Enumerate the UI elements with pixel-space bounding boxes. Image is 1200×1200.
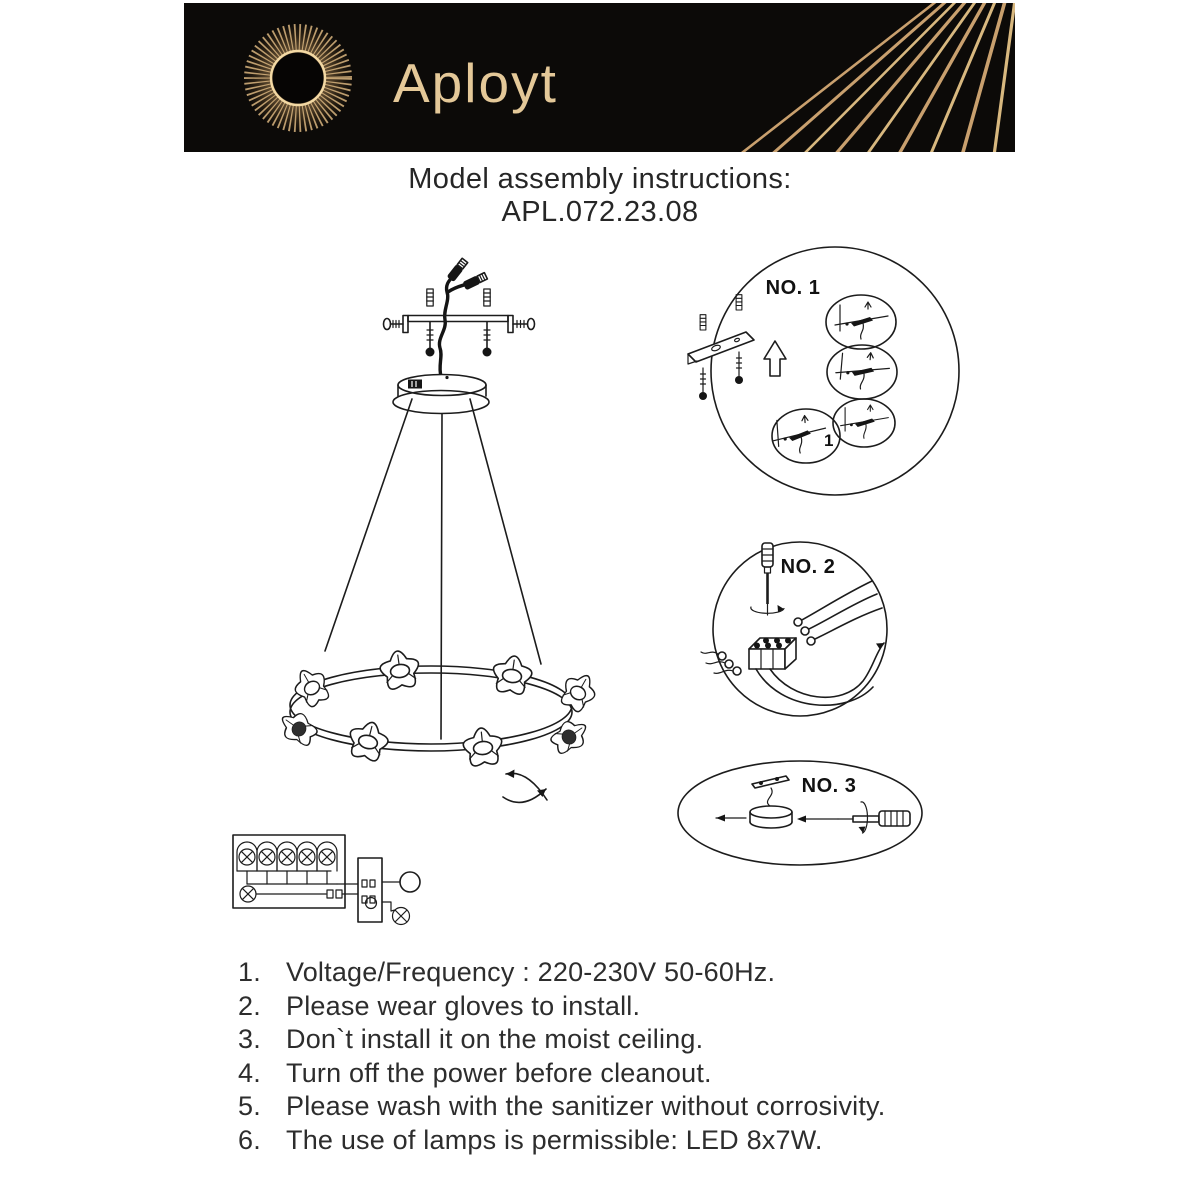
instruction-text: Don`t install it on the moist ceiling. <box>286 1024 704 1054</box>
instruction-number: 5. <box>238 1091 261 1121</box>
bracket-screw-left <box>426 322 435 357</box>
instruction-number: 6. <box>238 1124 261 1155</box>
instruction-text: Voltage/Frequency : 220-230V 50-60Hz. <box>286 957 776 987</box>
wiring-diagram <box>233 835 420 925</box>
instruction-item <box>238 1124 885 1158</box>
wiring-lamp-single <box>240 886 256 902</box>
detail-circle-2 <box>701 542 887 716</box>
assembly-diagram <box>180 240 1020 940</box>
page-title: Model assembly instructions: <box>408 163 792 195</box>
instructions-list <box>238 956 885 1157</box>
detail-2-label: NO. 2 <box>780 556 836 578</box>
rotate-arrow <box>503 770 547 803</box>
up-arrow-icon <box>764 341 786 376</box>
title-block <box>0 163 1200 229</box>
instruction-item <box>238 1023 885 1057</box>
side-screw-right <box>513 319 535 330</box>
detail-circle-1 <box>688 247 959 495</box>
instruction-text: Turn off the power before cleanout. <box>286 1057 712 1088</box>
instruction-text: Please wear gloves to install. <box>286 990 641 1021</box>
instruction-item <box>238 1090 885 1124</box>
wiring-driver <box>358 858 382 922</box>
wiring-lamps-row <box>237 842 337 871</box>
ceiling-canopy <box>393 375 489 414</box>
wiring-lamp-output <box>393 908 410 925</box>
detail-3-canopy <box>750 806 792 828</box>
brand-wordmark: Aployt <box>393 52 558 114</box>
detail-3-label: NO. 3 <box>801 775 857 797</box>
instruction-number: 4. <box>238 1057 261 1088</box>
main-chandelier-drawing <box>275 258 602 803</box>
bracket-screw-right <box>483 322 492 357</box>
instruction-text: The use of lamps is permissible: LED 8x7W. <box>286 1124 823 1155</box>
instruction-number: 3. <box>238 1024 261 1054</box>
sunburst-logo-icon <box>242 22 354 134</box>
detail-circle-3 <box>678 761 922 865</box>
screwdriver-horizontal <box>838 802 910 833</box>
instruction-number: 1. <box>238 957 261 987</box>
instruction-number: 2. <box>238 990 261 1021</box>
detail-1-step-number: 1 <box>824 431 834 450</box>
instruction-item <box>238 1057 885 1091</box>
side-screw-left <box>384 319 404 330</box>
terminal-block <box>749 638 796 670</box>
instruction-text: Please wash with the sanitizer without corrosivity. <box>286 1091 886 1121</box>
instruction-item <box>238 956 885 990</box>
model-number: APL.072.23.08 <box>501 196 699 228</box>
detail-1-label: NO. 1 <box>765 277 821 299</box>
brand-banner <box>184 3 1015 152</box>
instruction-item <box>238 990 885 1024</box>
